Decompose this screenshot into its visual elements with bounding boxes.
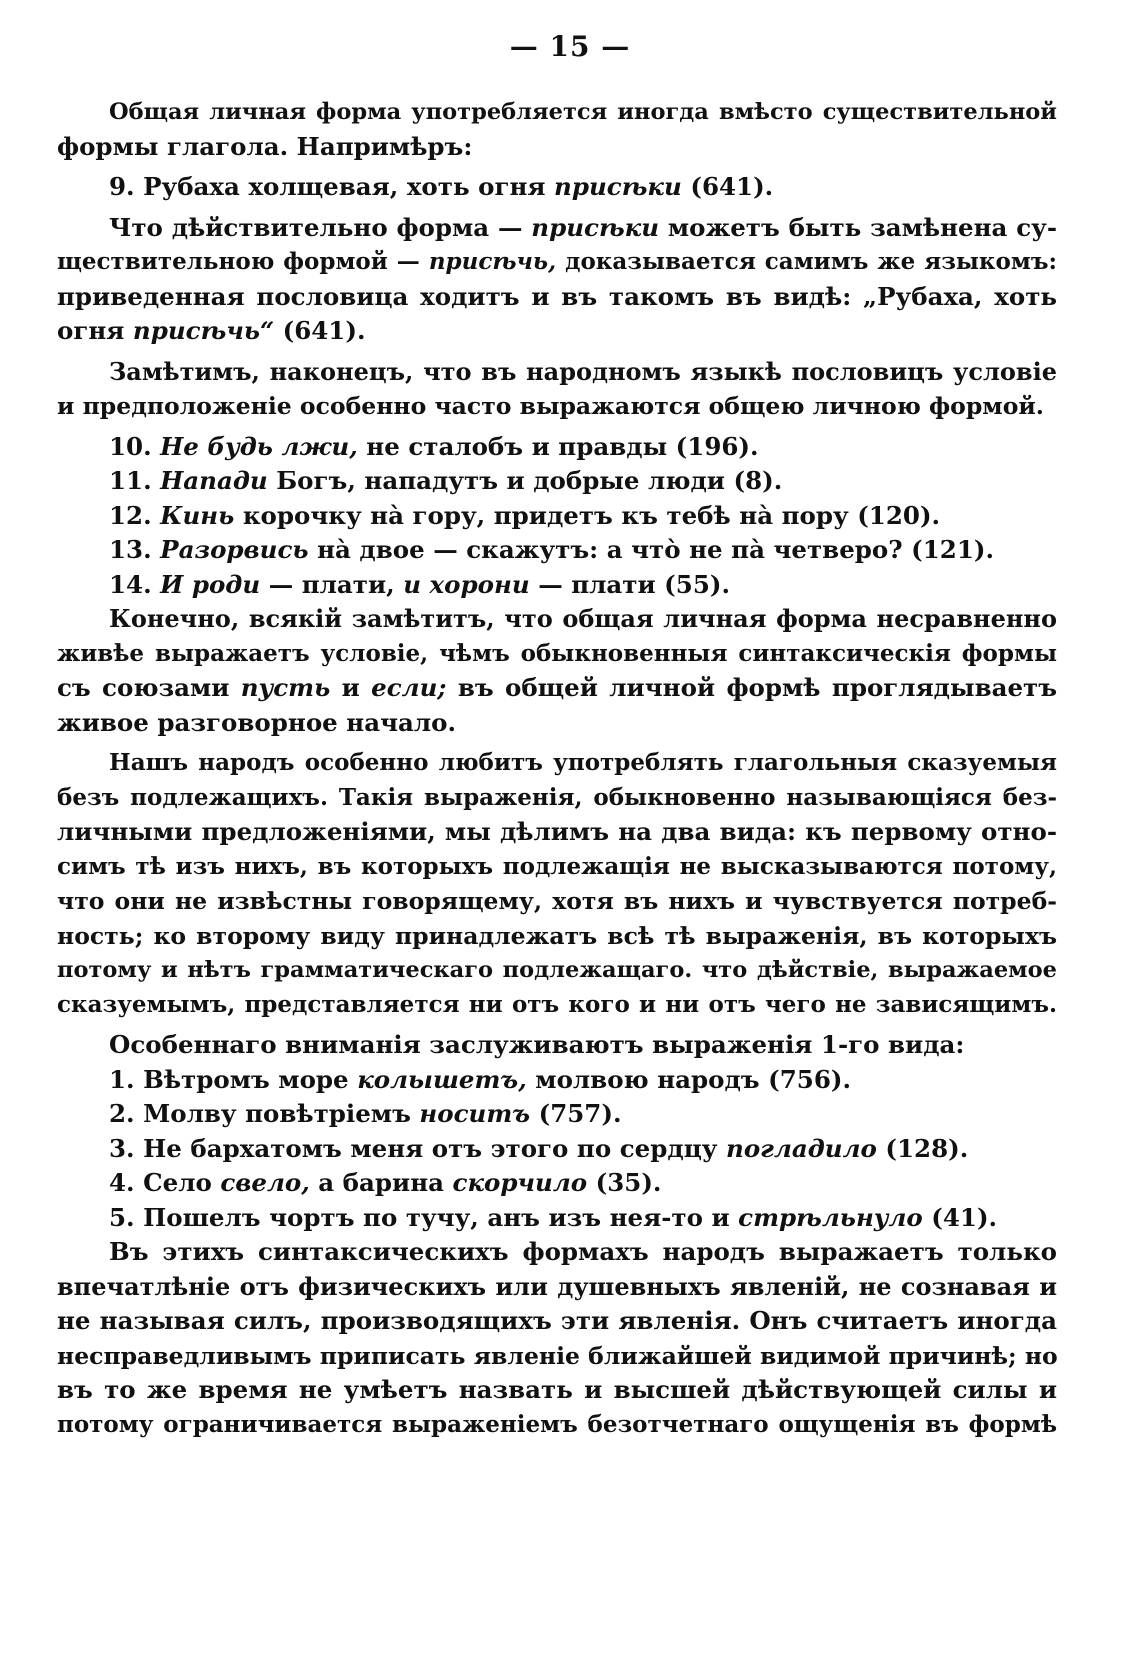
text-line: огня присѣчь“ (641).	[57, 316, 366, 345]
text-line: живѣе выражаетъ условіе, чѣмъ обыкновенныя синтаксическія формы	[57, 639, 1057, 667]
text-line: не называя силъ, производящихъ эти явленія. Онъ считаетъ иногда	[57, 1306, 1057, 1335]
example-line: 14. И роди — плати, и хорони — плати (55).	[109, 569, 730, 599]
example-list	[57, 1028, 1057, 1235]
text-line: приведенная пословица ходитъ и въ такомъ въ видѣ: „Рубаха, хоть	[57, 281, 1057, 311]
page-number: — 15 —	[509, 30, 631, 63]
text-line: потому и нѣтъ грамматическаго подлежащаго. что дѣйствіе, выражаемое	[57, 957, 1057, 983]
paragraph	[57, 95, 1057, 164]
example-line: 3. Не бархатомъ меня отъ этого по сердцу погладило (128).	[109, 1133, 969, 1163]
example-line: 5. Пошелъ чортъ по тучу, анъ изъ нея-то и стрѣльнуло (41).	[109, 1202, 998, 1232]
text-line: Особеннаго вниманія заслуживаютъ выраженія 1-го вида:	[109, 1030, 965, 1059]
example-line: 1. Вѣтромъ море колышетъ, молвою народъ (756).	[109, 1064, 851, 1094]
example	[57, 170, 1057, 205]
text-line: Что дѣйствительно форма — присѣки можетъ быть замѣнена су-	[109, 212, 1057, 242]
example-line: 4. Село свело, а барина скорчило (35).	[109, 1168, 662, 1197]
example-list	[57, 430, 1057, 603]
text-line: ность; ко второму виду принадлежатъ всѣ тѣ выраженія, въ которыхъ	[57, 921, 1057, 950]
text-line: живое разговорное начало.	[57, 707, 457, 737]
example-line: 10. Не будь лжи, не сталобъ и правды (196).	[109, 431, 759, 461]
example-line: 13. Разорвись на̀ двое — скажутъ: а что̀ не па̀ четверо? (121).	[109, 535, 995, 564]
example-line: 9. Рубаха холщевая, хоть огня присѣки (641).	[109, 172, 774, 201]
text-line: Конечно, всякій замѣтитъ, что общая личная форма несравненно	[109, 604, 1057, 633]
text-line: съ союзами пусть и если; въ общей личной формѣ проглядываетъ	[57, 673, 1058, 702]
text-line: ществительною формой — присѣчь, доказывается самимъ же языкомъ:	[57, 248, 1057, 275]
text-line: Общая личная форма употребляется иногда вмѣсто существительной	[109, 99, 1057, 125]
text-line: впечатлѣніе отъ физическихъ или душевныхъ явленій, не сознавая и	[57, 1271, 1057, 1301]
paragraph	[57, 355, 1057, 424]
text-line: Въ этихъ синтаксическихъ формахъ народъ выражаетъ только	[109, 1237, 1057, 1266]
text-line: симъ тѣ изъ нихъ, въ которыхъ подлежащія не высказываются потому,	[57, 852, 1057, 880]
paragraph	[57, 1235, 1057, 1442]
example-line: 2. Молву повѣтріемъ носитъ (757).	[109, 1099, 622, 1128]
example-line: 11. Напади Богъ, нападутъ и добрые люди (8).	[109, 466, 783, 495]
text-line: безъ подлежащихъ. Такія выраженія, обыкновенно называющіяся без-	[57, 783, 1057, 811]
text-line: формы глагола. Напримѣръ:	[57, 131, 473, 161]
page-body	[57, 95, 1057, 1448]
paragraph	[57, 746, 1057, 1022]
text-line: личными предложеніями, мы дѣлимъ на два вида: къ первому отно-	[57, 817, 1057, 846]
text-line: Замѣтимъ, наконецъ, что въ народномъ языкѣ пословицъ условіе	[109, 356, 1057, 386]
paragraph	[57, 602, 1057, 740]
text-line: сказуемымъ, представляется ни отъ кого и ни отъ чего не зависящимъ.	[57, 990, 1057, 1018]
text-line: что они не извѣстны говорящему, хотя въ нихъ и чувствуется потреб-	[57, 887, 1057, 915]
text-line: и предположеніе особенно часто выражаются общею личною формой.	[57, 392, 1044, 420]
text-line: Нашъ народъ особенно любитъ употреблять глагольныя сказуемыя	[109, 749, 1057, 776]
example-line: 12. Кинь корочку на̀ гору, придетъ къ тебѣ на̀ пору (120).	[109, 500, 941, 530]
text-line: потому ограничивается выраженіемъ безотчетнаго ощущенія въ формѣ	[57, 1410, 1057, 1438]
paragraph	[57, 211, 1057, 349]
text-line: въ то же время не умѣетъ назвать и высшей дѣйствующей силы и	[57, 1375, 1057, 1404]
text-line: несправедливымъ приписать явленіе ближайшей видимой причинѣ; но	[57, 1341, 1058, 1370]
